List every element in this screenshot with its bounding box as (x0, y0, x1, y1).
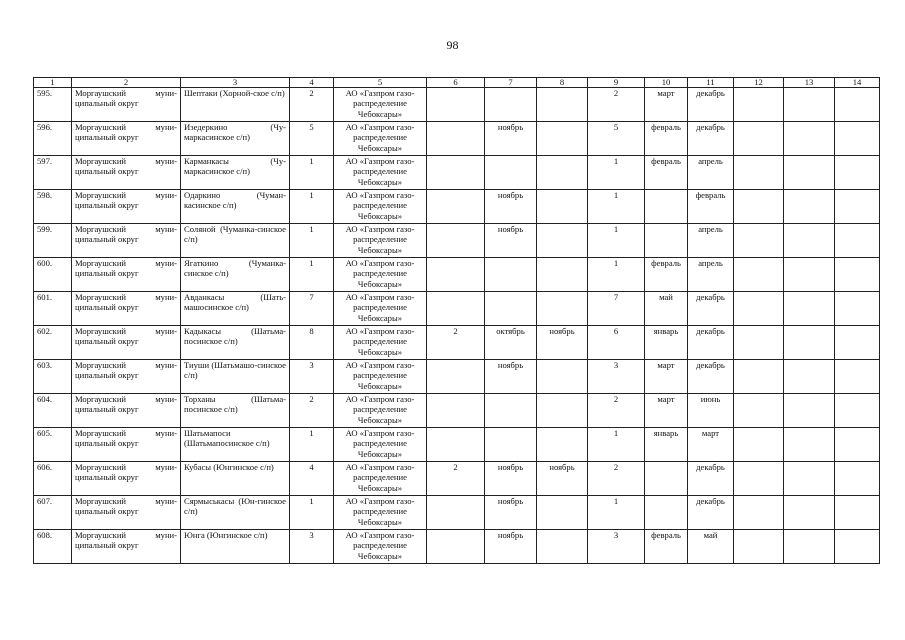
row-number-cell: 608. (34, 530, 72, 564)
district-cell: Моргаушский муни-ципальный округ (72, 122, 181, 156)
col12-cell (734, 88, 784, 122)
start-month-cell: март (645, 360, 688, 394)
row-number-cell: 607. (34, 496, 72, 530)
row-number-cell: 599. (34, 224, 72, 258)
row-number-cell: 598. (34, 190, 72, 224)
col13-cell (784, 88, 835, 122)
col8-cell (537, 156, 588, 190)
col12-cell (734, 258, 784, 292)
table-row (34, 394, 880, 428)
settlement-cell: Ягаткино (Чуманка-синское с/п) (181, 258, 290, 292)
start-month-cell (645, 462, 688, 496)
start-month-cell (645, 190, 688, 224)
end-month-cell: апрель (688, 224, 734, 258)
table-row (34, 360, 880, 394)
end-month-cell: декабрь (688, 122, 734, 156)
end-month-cell: май (688, 530, 734, 564)
end-month-cell: декабрь (688, 462, 734, 496)
col8-cell (537, 122, 588, 156)
row-number-cell: 606. (34, 462, 72, 496)
col14-cell (835, 258, 880, 292)
end-month-cell: июнь (688, 394, 734, 428)
col9-cell: 1 (588, 496, 645, 530)
table-row (34, 224, 880, 258)
start-month-cell: февраль (645, 258, 688, 292)
col14-cell (835, 462, 880, 496)
col8-cell (537, 496, 588, 530)
table-row (34, 496, 880, 530)
column-header: 10 (645, 78, 688, 88)
col6-cell (427, 360, 485, 394)
col9-cell: 7 (588, 292, 645, 326)
col13-cell (784, 530, 835, 564)
col14-cell (835, 394, 880, 428)
row-number-cell: 597. (34, 156, 72, 190)
total-count-cell: 5 (290, 122, 334, 156)
settlement-cell: Карманкасы (Чу-маркасинское с/п) (181, 156, 290, 190)
col6-cell (427, 496, 485, 530)
end-month-cell: февраль (688, 190, 734, 224)
total-count-cell: 4 (290, 462, 334, 496)
col7-cell: ноябрь (485, 496, 537, 530)
organization-cell: АО «Газпром газо-распределение Чебоксары» (334, 496, 427, 530)
organization-cell: АО «Газпром газо-распределение Чебоксары» (334, 462, 427, 496)
total-count-cell: 1 (290, 428, 334, 462)
start-month-cell: февраль (645, 122, 688, 156)
col13-cell (784, 122, 835, 156)
start-month-cell (645, 496, 688, 530)
col12-cell (734, 292, 784, 326)
col14-cell (835, 156, 880, 190)
settlement-cell: Изедеркино (Чу-маркасинское с/п) (181, 122, 290, 156)
col6-cell: 2 (427, 462, 485, 496)
end-month-cell: декабрь (688, 326, 734, 360)
col9-cell: 2 (588, 394, 645, 428)
col9-cell: 1 (588, 258, 645, 292)
start-month-cell (645, 224, 688, 258)
col8-cell (537, 428, 588, 462)
start-month-cell: февраль (645, 156, 688, 190)
col12-cell (734, 190, 784, 224)
organization-cell: АО «Газпром газо-распределение Чебоксары» (334, 122, 427, 156)
column-header: 4 (290, 78, 334, 88)
col6-cell (427, 122, 485, 156)
col13-cell (784, 394, 835, 428)
col14-cell (835, 122, 880, 156)
col13-cell (784, 292, 835, 326)
settlement-cell: Юнга (Юнгинское с/п) (181, 530, 290, 564)
end-month-cell: декабрь (688, 292, 734, 326)
row-number-cell: 602. (34, 326, 72, 360)
end-month-cell: апрель (688, 156, 734, 190)
col12-cell (734, 496, 784, 530)
col8-cell (537, 88, 588, 122)
col6-cell: 2 (427, 326, 485, 360)
col6-cell (427, 156, 485, 190)
col8-cell: ноябрь (537, 462, 588, 496)
settlement-cell: Тиуши (Шатьмашо-синское с/п) (181, 360, 290, 394)
col14-cell (835, 496, 880, 530)
column-header: 11 (688, 78, 734, 88)
table-row (34, 428, 880, 462)
col9-cell: 5 (588, 122, 645, 156)
col9-cell: 1 (588, 428, 645, 462)
total-count-cell: 1 (290, 258, 334, 292)
district-cell: Моргаушский муни-ципальный округ (72, 326, 181, 360)
row-number-cell: 601. (34, 292, 72, 326)
row-number-cell: 600. (34, 258, 72, 292)
organization-cell: АО «Газпром газо-распределение Чебоксары» (334, 190, 427, 224)
end-month-cell: декабрь (688, 360, 734, 394)
col8-cell (537, 394, 588, 428)
col9-cell: 1 (588, 156, 645, 190)
total-count-cell: 1 (290, 224, 334, 258)
col7-cell (485, 394, 537, 428)
organization-cell: АО «Газпром газо-распределение Чебоксары» (334, 156, 427, 190)
table-row (34, 326, 880, 360)
total-count-cell: 8 (290, 326, 334, 360)
table-row (34, 122, 880, 156)
total-count-cell: 1 (290, 496, 334, 530)
column-header: 1 (34, 78, 72, 88)
district-cell: Моргаушский муни-ципальный округ (72, 496, 181, 530)
table-row (34, 258, 880, 292)
col7-cell (485, 292, 537, 326)
col6-cell (427, 258, 485, 292)
start-month-cell: май (645, 292, 688, 326)
col14-cell (835, 326, 880, 360)
col12-cell (734, 156, 784, 190)
column-header: 6 (427, 78, 485, 88)
district-cell: Моргаушский муни-ципальный округ (72, 428, 181, 462)
col14-cell (835, 292, 880, 326)
settlement-cell: Одаркино (Чуман-касинское с/п) (181, 190, 290, 224)
col6-cell (427, 394, 485, 428)
column-header: 2 (72, 78, 181, 88)
table-row (34, 292, 880, 326)
col6-cell (427, 530, 485, 564)
column-number-row (34, 78, 880, 88)
page-number: 98 (446, 38, 459, 52)
col9-cell: 6 (588, 326, 645, 360)
col9-cell: 2 (588, 88, 645, 122)
row-number-cell: 596. (34, 122, 72, 156)
table-row (34, 156, 880, 190)
col12-cell (734, 462, 784, 496)
total-count-cell: 1 (290, 190, 334, 224)
table-row (34, 462, 880, 496)
col13-cell (784, 224, 835, 258)
row-number-cell: 604. (34, 394, 72, 428)
total-count-cell: 2 (290, 394, 334, 428)
col8-cell: ноябрь (537, 326, 588, 360)
end-month-cell: март (688, 428, 734, 462)
col14-cell (835, 190, 880, 224)
total-count-cell: 3 (290, 360, 334, 394)
district-cell: Моргаушский муни-ципальный округ (72, 360, 181, 394)
organization-cell: АО «Газпром газо-распределение Чебоксары» (334, 394, 427, 428)
district-cell: Моргаушский муни-ципальный округ (72, 462, 181, 496)
total-count-cell: 3 (290, 530, 334, 564)
organization-cell: АО «Газпром газо-распределение Чебоксары» (334, 326, 427, 360)
col7-cell: ноябрь (485, 122, 537, 156)
organization-cell: АО «Газпром газо-распределение Чебоксары» (334, 292, 427, 326)
col12-cell (734, 394, 784, 428)
col13-cell (784, 428, 835, 462)
col13-cell (784, 258, 835, 292)
settlement-cell: Шептаки (Хорной-ское с/п) (181, 88, 290, 122)
col8-cell (537, 258, 588, 292)
start-month-cell: март (645, 394, 688, 428)
col7-cell: ноябрь (485, 224, 537, 258)
col12-cell (734, 360, 784, 394)
district-cell: Моргаушский муни-ципальный округ (72, 258, 181, 292)
col9-cell: 1 (588, 224, 645, 258)
col9-cell: 2 (588, 462, 645, 496)
col9-cell: 3 (588, 530, 645, 564)
col6-cell (427, 88, 485, 122)
settlement-cell: Соляной (Чуманка-синское с/п) (181, 224, 290, 258)
row-number-cell: 595. (34, 88, 72, 122)
col7-cell (485, 88, 537, 122)
col14-cell (835, 224, 880, 258)
district-cell: Моргаушский муни-ципальный округ (72, 224, 181, 258)
column-header: 3 (181, 78, 290, 88)
settlement-cell: Кубасы (Юнгинское с/п) (181, 462, 290, 496)
col9-cell: 3 (588, 360, 645, 394)
col6-cell (427, 224, 485, 258)
col12-cell (734, 122, 784, 156)
col6-cell (427, 190, 485, 224)
col13-cell (784, 190, 835, 224)
organization-cell: АО «Газпром газо-распределение Чебоксары» (334, 224, 427, 258)
end-month-cell: декабрь (688, 496, 734, 530)
col8-cell (537, 224, 588, 258)
col12-cell (734, 530, 784, 564)
end-month-cell: апрель (688, 258, 734, 292)
col7-cell: ноябрь (485, 530, 537, 564)
column-header: 8 (537, 78, 588, 88)
col7-cell (485, 428, 537, 462)
col14-cell (835, 360, 880, 394)
start-month-cell: февраль (645, 530, 688, 564)
row-number-cell: 605. (34, 428, 72, 462)
settlement-cell: Торханы (Шатьма-посинское с/п) (181, 394, 290, 428)
col7-cell (485, 258, 537, 292)
col8-cell (537, 530, 588, 564)
col13-cell (784, 462, 835, 496)
col12-cell (734, 224, 784, 258)
col7-cell: ноябрь (485, 360, 537, 394)
settlement-cell: Кадыкасы (Шатьма-посинское с/п) (181, 326, 290, 360)
organization-cell: АО «Газпром газо-распределение Чебоксары» (334, 88, 427, 122)
col13-cell (784, 156, 835, 190)
district-cell: Моргаушский муни-ципальный округ (72, 88, 181, 122)
col12-cell (734, 326, 784, 360)
start-month-cell: январь (645, 326, 688, 360)
organization-cell: АО «Газпром газо-распределение Чебоксары» (334, 258, 427, 292)
col14-cell (835, 88, 880, 122)
col8-cell (537, 360, 588, 394)
col7-cell (485, 156, 537, 190)
table-row (34, 530, 880, 564)
total-count-cell: 2 (290, 88, 334, 122)
district-cell: Моргаушский муни-ципальный округ (72, 394, 181, 428)
column-header: 14 (835, 78, 880, 88)
settlement-cell: Авданкасы (Шать-машосинское с/п) (181, 292, 290, 326)
column-header: 13 (784, 78, 835, 88)
settlement-cell: Шатьмапоси (Шатьмапосинское с/п) (181, 428, 290, 462)
gasification-schedule-table (33, 77, 880, 564)
total-count-cell: 1 (290, 156, 334, 190)
col12-cell (734, 428, 784, 462)
col14-cell (835, 530, 880, 564)
start-month-cell: март (645, 88, 688, 122)
col13-cell (784, 360, 835, 394)
col7-cell: ноябрь (485, 190, 537, 224)
district-cell: Моргаушский муни-ципальный округ (72, 190, 181, 224)
organization-cell: АО «Газпром газо-распределение Чебоксары» (334, 530, 427, 564)
column-header: 9 (588, 78, 645, 88)
district-cell: Моргаушский муни-ципальный округ (72, 156, 181, 190)
column-header: 12 (734, 78, 784, 88)
table-row (34, 88, 880, 122)
col6-cell (427, 428, 485, 462)
end-month-cell: декабрь (688, 88, 734, 122)
col6-cell (427, 292, 485, 326)
col14-cell (835, 428, 880, 462)
district-cell: Моргаушский муни-ципальный округ (72, 530, 181, 564)
row-number-cell: 603. (34, 360, 72, 394)
district-cell: Моргаушский муни-ципальный округ (72, 292, 181, 326)
table-row (34, 190, 880, 224)
col9-cell: 1 (588, 190, 645, 224)
col13-cell (784, 496, 835, 530)
col8-cell (537, 292, 588, 326)
column-header: 7 (485, 78, 537, 88)
column-header: 5 (334, 78, 427, 88)
col8-cell (537, 190, 588, 224)
organization-cell: АО «Газпром газо-распределение Чебоксары» (334, 428, 427, 462)
col7-cell: октябрь (485, 326, 537, 360)
total-count-cell: 7 (290, 292, 334, 326)
col7-cell: ноябрь (485, 462, 537, 496)
organization-cell: АО «Газпром газо-распределение Чебоксары» (334, 360, 427, 394)
col13-cell (784, 326, 835, 360)
start-month-cell: январь (645, 428, 688, 462)
settlement-cell: Сярмыськасы (Юн-гинское с/п) (181, 496, 290, 530)
